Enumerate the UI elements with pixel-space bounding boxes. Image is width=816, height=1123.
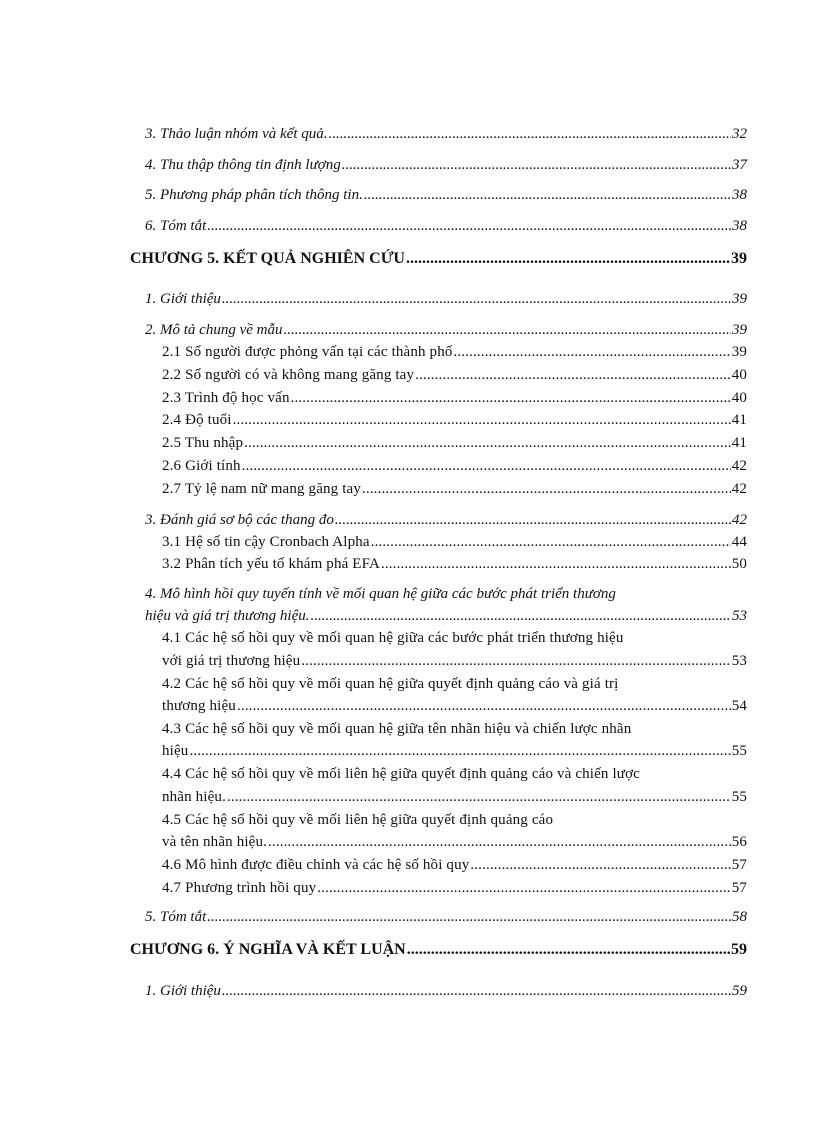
- toc-entry-title: 2.5 Thu nhập: [162, 435, 244, 451]
- toc-entry-title-line1[interactable]: 4. Mô hình hồi quy tuyến tính về mối quan hệ giữa các bước phát triển thương: [145, 586, 616, 602]
- toc-entry[interactable]: [145, 512, 747, 529]
- toc-entry-page: 39: [731, 250, 747, 267]
- leader-dots: [242, 458, 731, 475]
- toc-entry-title: 2.1 Số người được phỏng vấn tại các thành phố: [162, 344, 453, 360]
- toc-entry-page: 57: [731, 857, 747, 873]
- toc-subentry[interactable]: [162, 534, 747, 551]
- toc-entry-title: 2.6 Giới tính: [162, 458, 241, 474]
- toc-entry-title: 2. Mô tả chung về mẫu: [145, 322, 283, 338]
- toc-entry-page: 32: [732, 126, 747, 142]
- leader-dots: [283, 322, 731, 339]
- toc-entry-page: 44: [731, 534, 747, 550]
- toc-subentry[interactable]: [162, 481, 747, 498]
- toc-entry[interactable]: [145, 909, 747, 926]
- toc-entry-title: 3. Đánh giá sơ bộ các thang đo: [145, 512, 334, 528]
- toc-entry-title-line2: hiệu và giá trị thương hiệu.: [145, 608, 310, 624]
- toc-entry[interactable]: [145, 218, 747, 235]
- toc-entry-title: 1. Giới thiệu: [145, 291, 221, 307]
- leader-dots: [362, 481, 731, 498]
- toc-subentry-title-line1[interactable]: 4.1 Các hệ số hồi quy về mối quan hệ giữa các bước phát triển thương hiệu: [162, 630, 624, 646]
- toc-entry[interactable]: [145, 291, 747, 308]
- toc-entry-page: 41: [731, 412, 747, 428]
- toc-entry-title: 2.3 Trình độ học vấn: [162, 390, 290, 406]
- toc-entry[interactable]: [145, 187, 747, 204]
- toc-subentry[interactable]: [162, 367, 747, 384]
- toc-entry-title: 2.7 Tỷ lệ nam nữ mang găng tay: [162, 481, 361, 497]
- toc-entry-page: 40: [731, 390, 747, 406]
- toc-chapter-entry[interactable]: [130, 250, 747, 268]
- toc-entry-page: 55: [731, 789, 747, 805]
- toc-entry-title: 4.6 Mô hình được điều chỉnh và các hệ số hồi quy: [162, 857, 470, 873]
- leader-dots: [301, 653, 730, 670]
- toc-subentry-title-line1[interactable]: 4.4 Các hệ số hồi quy về mối liên hệ giữa quyết định quảng cáo và chiến lược: [162, 766, 640, 782]
- leader-dots: [311, 608, 731, 625]
- toc-subentry-title-line1[interactable]: 4.2 Các hệ số hồi quy về mối quan hệ giữa quyết định quảng cáo và giá trị: [162, 676, 619, 692]
- leader-dots: [328, 126, 731, 143]
- leader-dots: [189, 743, 730, 760]
- toc-entry-page: 50: [731, 556, 747, 572]
- toc-subentry[interactable]: [162, 789, 747, 806]
- toc-entry-page: 39: [732, 291, 747, 307]
- leader-dots: [335, 512, 731, 529]
- toc-entry-page: 42: [731, 481, 747, 497]
- leader-dots: [227, 789, 731, 806]
- toc-subentry[interactable]: [162, 390, 747, 407]
- toc-entry-title-line2: với giá trị thương hiệu: [162, 653, 301, 669]
- toc-entry-title-line2: nhãn hiệu.: [162, 789, 226, 805]
- leader-dots: [237, 698, 731, 715]
- leader-dots: [222, 983, 731, 1000]
- toc-entry-page: 56: [731, 834, 747, 850]
- leader-dots: [415, 367, 731, 384]
- toc-entry-page: 40: [731, 367, 747, 383]
- toc-entry-title: 3. Thảo luận nhóm và kết quả.: [145, 126, 328, 142]
- leader-dots: [317, 880, 730, 897]
- toc-subentry-title-line1[interactable]: 4.3 Các hệ số hồi quy về mối quan hệ giữa tên nhãn hiệu và chiến lược nhãn: [162, 721, 632, 737]
- toc-entry-page: 39: [732, 322, 747, 338]
- toc-entry-title: 6. Tóm tắt: [145, 218, 207, 234]
- toc-subentry[interactable]: [162, 653, 747, 670]
- toc-entry-page: 53: [732, 608, 747, 624]
- toc-entry-title: 4.7 Phương trình hồi quy: [162, 880, 317, 896]
- toc-entry-page: 37: [732, 157, 747, 173]
- toc-entry-page: 59: [732, 983, 747, 999]
- toc-entry[interactable]: [145, 126, 747, 143]
- toc-entry-page: 59: [731, 941, 747, 958]
- toc-entry-title: 2.2 Số người có và không mang găng tay: [162, 367, 415, 383]
- toc-entry-title: 4. Thu thập thông tin định lượng: [145, 157, 341, 173]
- toc-entry-title: 3.2 Phân tích yếu tố khám phá EFA: [162, 556, 380, 572]
- toc-entry-page: 38: [732, 187, 747, 203]
- toc-chapter-entry[interactable]: [130, 941, 747, 959]
- toc-entry-page: 55: [731, 743, 747, 759]
- toc-subentry[interactable]: [162, 556, 747, 573]
- toc-entry-page: 38: [732, 218, 747, 234]
- toc-entry-page: 41: [731, 435, 747, 451]
- leader-dots: [291, 390, 731, 407]
- toc-entry-title: 3.1 Hệ số tin cậy Cronbach Alpha: [162, 534, 370, 550]
- leader-dots: [406, 250, 730, 268]
- leader-dots: [371, 534, 731, 551]
- toc-entry-page: 42: [731, 458, 747, 474]
- leader-dots: [207, 909, 731, 926]
- toc-entry[interactable]: [145, 157, 747, 174]
- toc-subentry[interactable]: [162, 743, 747, 760]
- toc-entry-title-line2: hiệu: [162, 743, 189, 759]
- toc-subentry[interactable]: [162, 698, 747, 715]
- toc-entry-page: 42: [732, 512, 747, 528]
- toc-entry-page: 53: [731, 653, 747, 669]
- toc-entry-page: 57: [731, 880, 747, 896]
- toc-entry-title: 5. Tóm tắt: [145, 909, 207, 925]
- toc-subentry[interactable]: [162, 412, 747, 429]
- toc-subentry-title-line1[interactable]: 4.5 Các hệ số hồi quy về mối liên hệ giữa quyết định quảng cáo: [162, 812, 554, 828]
- leader-dots: [268, 834, 731, 851]
- toc-subentry[interactable]: [162, 458, 747, 475]
- toc-subentry[interactable]: [162, 344, 747, 361]
- leader-dots: [364, 187, 731, 204]
- toc-entry-title-line2: thương hiệu: [162, 698, 236, 714]
- toc-entry-page: 39: [731, 344, 747, 360]
- toc-subentry[interactable]: [162, 857, 747, 874]
- toc-subentry[interactable]: [162, 834, 747, 851]
- leader-dots: [381, 556, 731, 573]
- toc-entry[interactable]: [145, 322, 747, 339]
- leader-dots: [207, 218, 731, 235]
- leader-dots: [244, 435, 731, 452]
- leader-dots: [233, 412, 731, 429]
- toc-entry-title: 1. Giới thiệu: [145, 983, 221, 999]
- toc-entry-title: 2.4 Độ tuổi: [162, 412, 232, 428]
- toc-entry-title: CHƯƠNG 5. KẾT QUẢ NGHIÊN CỨU: [130, 250, 405, 267]
- toc-subentry[interactable]: [162, 435, 747, 452]
- leader-dots: [454, 344, 731, 361]
- toc-entry-title: 5. Phương pháp phân tích thông tin.: [145, 187, 363, 203]
- leader-dots: [407, 941, 730, 959]
- toc-subentry[interactable]: [162, 880, 747, 897]
- toc-entry-title: CHƯƠNG 6. Ý NGHĨA VÀ KẾT LUẬN: [130, 941, 406, 958]
- leader-dots: [470, 857, 730, 874]
- toc-entry[interactable]: [145, 983, 747, 1000]
- toc-entry-page: 58: [732, 909, 747, 925]
- toc-entry-page: 54: [731, 698, 747, 714]
- leader-dots: [222, 291, 731, 308]
- toc-entry[interactable]: [145, 608, 747, 625]
- toc-entry-title-line2: và tên nhãn hiệu.: [162, 834, 268, 850]
- leader-dots: [342, 157, 731, 174]
